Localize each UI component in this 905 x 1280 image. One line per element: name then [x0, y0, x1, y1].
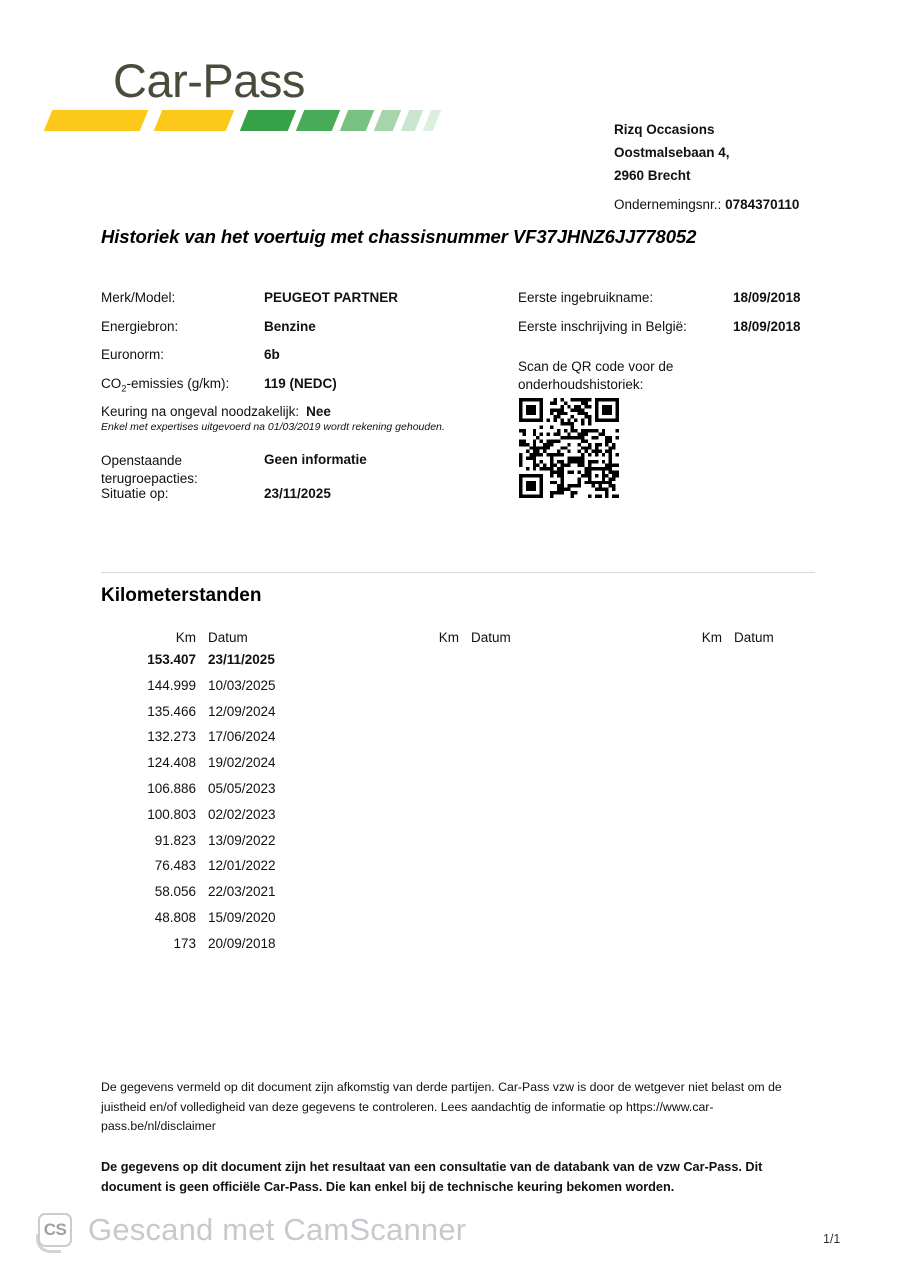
logo-bar-2: [154, 110, 234, 131]
mileage-km-value: 58.056: [154, 884, 196, 900]
mileage-header-datum: Datum: [471, 630, 511, 645]
open-recalls-value: Geen informatie: [264, 452, 367, 467]
mileage-km-value: 76.483: [154, 858, 196, 874]
mileage-rows-1: [101, 652, 316, 962]
logo-bar-4: [296, 110, 340, 131]
vehicle-spec-right: [518, 290, 828, 347]
situation-date-value: 23/11/2025: [264, 486, 331, 501]
qr-code-icon[interactable]: [519, 398, 619, 498]
qr-caption-line2: onderhoudshistoriek:: [518, 377, 644, 392]
spec-label: Euronorm:: [101, 347, 165, 362]
camscanner-logo-icon: [38, 1213, 72, 1247]
logo-bar-3: [240, 110, 296, 131]
mileage-date-value: 19/02/2024: [208, 755, 276, 771]
logo-bar-6: [374, 110, 401, 131]
spec-row-euronorm: [101, 347, 501, 376]
mileage-header-km: Km: [438, 630, 459, 645]
spec-value: PEUGEOT PARTNER: [264, 290, 399, 305]
car-pass-logo: [113, 54, 453, 137]
mileage-header-row: [627, 630, 842, 652]
vehicle-spec-left: [101, 290, 501, 404]
accident-inspection-line: [101, 404, 531, 419]
mileage-row: [101, 858, 316, 884]
mileage-row: [101, 704, 316, 730]
logo-bars: [48, 110, 458, 136]
mileage-date-value: 15/09/2020: [208, 909, 276, 925]
mileage-date-value: 22/03/2021: [208, 884, 276, 900]
dealer-city: 2960 Brecht: [614, 168, 691, 183]
camscanner-watermark-text: Gescand met CamScanner: [88, 1212, 467, 1247]
mileage-row: [101, 884, 316, 910]
open-recalls-block: [101, 452, 501, 510]
spec-row-eerste-ingebruikname: [518, 290, 828, 319]
mileage-km-value: 48.808: [154, 909, 196, 925]
company-number-value: 0784370110: [725, 197, 800, 212]
disclaimer-text: De gegevens vermeld op dit document zijn afkomstig van derde partijen. Car-Pass vzw is door de wetgever niet belast om de juistheid en/of volledigheid van deze gegevens te controleren. Lees aandachtig de informatie op https://www.car-pass.be/nl/disclaimer: [101, 1080, 782, 1133]
mileage-date-value: 10/03/2025: [208, 677, 276, 693]
mileage-date-value: 02/02/2023: [208, 806, 276, 822]
mileage-row: [101, 755, 316, 781]
mileage-km-value: 132.273: [147, 729, 196, 745]
spec-value: 18/09/2018: [733, 290, 801, 305]
mileage-header-row: [364, 630, 579, 652]
mileage-header-datum: Datum: [208, 630, 248, 645]
page-number: 1/1: [823, 1232, 841, 1246]
mileage-row: [101, 678, 316, 704]
mileage-km-value: 173: [173, 935, 196, 951]
logo-wordmark: Car-Pass: [113, 54, 305, 107]
mileage-header-row: [101, 630, 316, 652]
mileage-header-datum: Datum: [734, 630, 774, 645]
spec-value: Benzine: [264, 318, 316, 334]
dealer-company-number: [614, 197, 894, 212]
mileage-date-value: 12/01/2022: [208, 858, 276, 874]
logo-bar-7: [401, 110, 423, 131]
camscanner-badge-text: CS: [43, 1220, 67, 1239]
camscanner-swirl-icon: [36, 1234, 61, 1253]
mileage-header-km: Km: [701, 630, 722, 645]
dealer-address-block: [614, 118, 894, 212]
mileage-date-value: 12/09/2024: [208, 703, 276, 719]
spec-label: Merk/Model:: [101, 290, 176, 305]
spec-row-co2-emissies: [101, 376, 501, 405]
qr-caption-line1: Scan de QR code voor de: [518, 359, 674, 374]
mileage-header-km: Km: [175, 630, 196, 645]
section-divider: [101, 572, 815, 573]
mileage-km-value: 135.466: [147, 703, 196, 719]
logo-bar-5: [340, 110, 374, 131]
logo-bar-8: [423, 110, 441, 131]
spec-row-energiebron: [101, 319, 501, 348]
mileage-row: [101, 910, 316, 936]
co2-subscript: 2: [121, 383, 127, 395]
spec-value: 18/09/2018: [733, 318, 801, 334]
co2-prefix: CO: [101, 375, 122, 391]
dealer-street: Oostmalsebaan 4,: [614, 145, 730, 160]
open-recalls-label-line1: Openstaande: [101, 453, 183, 468]
accident-inspection-value: Nee: [306, 404, 331, 419]
mileage-column-group-1: [101, 630, 316, 962]
logo-bar-1: [44, 110, 148, 131]
mileage-row: [101, 936, 316, 962]
open-recalls-label: [101, 452, 198, 488]
mileage-column-group-2: [364, 630, 579, 652]
spec-value: 119 (NEDC): [264, 375, 337, 391]
mileage-date-value: 17/06/2024: [208, 729, 276, 745]
co2-suffix: -emissies (g/km):: [126, 375, 230, 391]
accident-inspection-label: Keuring na ongeval noodzakelijk:: [101, 404, 300, 419]
mileage-column-group-3: [627, 630, 842, 652]
mileage-date-value: 13/09/2022: [208, 832, 276, 848]
mileage-km-value: 100.803: [147, 806, 196, 822]
mileage-row: [101, 781, 316, 807]
mileage-km-value: 91.823: [154, 832, 196, 848]
spec-row-eerste-inschrijving: [518, 319, 828, 348]
situation-date-label: Situatie op:: [101, 486, 169, 501]
statement-text: De gegevens op dit document zijn het resultaat van een consultatie van de databank van de vzw Car-Pass. Dit document is geen officiële Car-Pass. Die kan enkel bij de technische keuring bekomen worden.: [101, 1160, 763, 1194]
mileage-km-value: 144.999: [147, 677, 196, 693]
mileage-km-value: 153.407: [147, 652, 196, 667]
qr-caption: [518, 358, 778, 394]
dealer-name: Rizq Occasions: [614, 122, 715, 137]
spec-label: Eerste inschrijving in België:: [518, 318, 687, 334]
spec-label: Energiebron:: [101, 318, 179, 334]
mileage-row: [101, 807, 316, 833]
spec-row-merk-model: [101, 290, 501, 319]
mileage-row: [101, 652, 316, 678]
mileage-section-heading: Kilometerstanden: [101, 585, 262, 606]
accident-inspection-block: [101, 404, 531, 433]
accident-inspection-note: Enkel met expertises uitgevoerd na 01/03/2019 wordt rekening gehouden.: [101, 421, 445, 433]
mileage-row: [101, 833, 316, 859]
mileage-km-value: 106.886: [147, 780, 196, 796]
mileage-date-value: 20/09/2018: [208, 935, 276, 951]
mileage-date-value: 23/11/2025: [208, 652, 275, 667]
spec-value: 6b: [264, 347, 280, 362]
open-recalls-label-line2: terugroepacties:: [101, 471, 198, 486]
page-title: Historiek van het voertuig met chassisnummer VF37JHNZ6JJ778052: [101, 226, 697, 247]
mileage-km-value: 124.408: [147, 755, 196, 771]
camscanner-watermark: [38, 1212, 466, 1248]
mileage-date-value: 05/05/2023: [208, 780, 276, 796]
spec-label: Eerste ingebruikname:: [518, 290, 654, 305]
mileage-row: [101, 729, 316, 755]
company-number-label: Ondernemingsnr.:: [614, 197, 722, 212]
spec-label-co2: [101, 376, 264, 395]
